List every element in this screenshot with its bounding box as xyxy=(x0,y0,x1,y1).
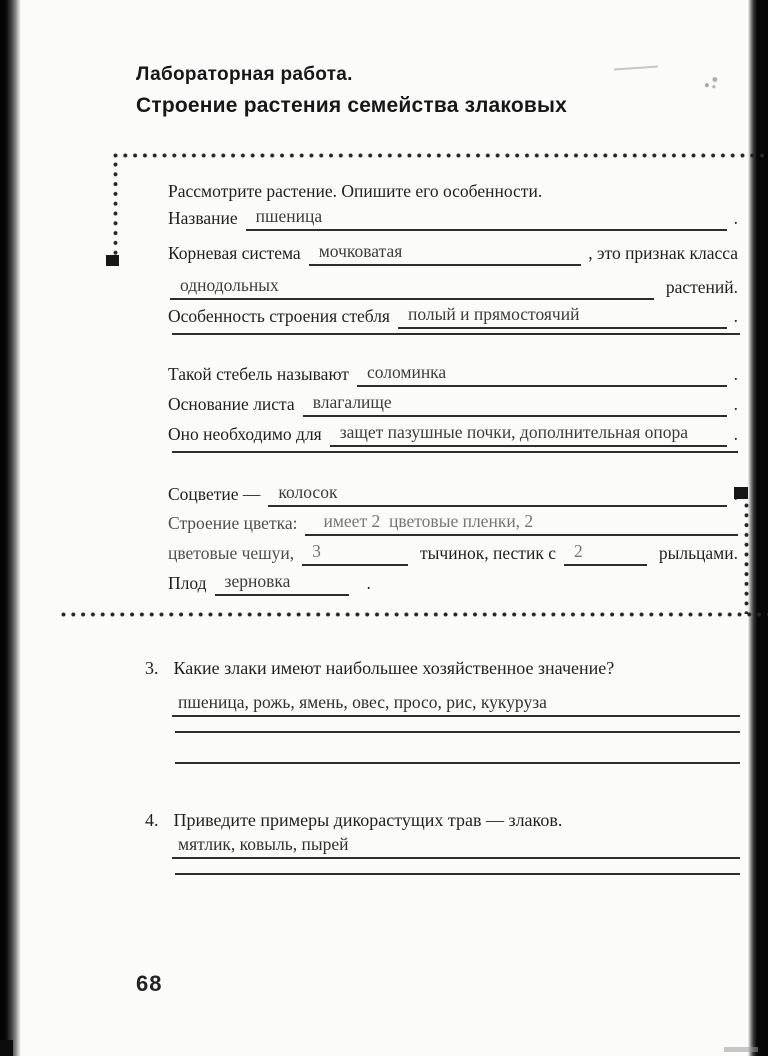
fill-line xyxy=(330,424,727,447)
field-row-stebel xyxy=(168,306,738,329)
handwritten-answer: пшеница xyxy=(255,206,323,226)
fill-line xyxy=(564,543,647,566)
empty-fill-line xyxy=(175,873,740,875)
field-tail: . xyxy=(733,306,738,326)
empty-fill-line xyxy=(175,762,740,764)
question-text: Какие злаки имеют наибольшее хозяйственное значение? xyxy=(173,658,615,678)
question-number: 3. xyxy=(145,658,159,678)
handwritten-answer: влагалище xyxy=(312,392,392,412)
field-row-naznachenie xyxy=(168,424,738,447)
handwritten-answer: имеет 2 цветовые пленки, 2 xyxy=(323,511,534,531)
lab-title-line1: Лабораторная работа. xyxy=(136,64,353,85)
field-row-klass xyxy=(168,277,738,300)
scan-artifact xyxy=(699,74,723,92)
field-label: Особенность строения стебля xyxy=(168,306,390,326)
dotted-border-left xyxy=(112,161,119,255)
empty-fill-line xyxy=(172,451,738,453)
empty-fill-line xyxy=(175,731,740,733)
handwritten-answer: мятлик, ковыль, пырей xyxy=(178,834,349,854)
dotted-border-top xyxy=(112,152,768,159)
dotted-border-bottom xyxy=(60,611,768,618)
field-label: Строение цветка: xyxy=(168,513,298,533)
worksheet-intro xyxy=(168,181,738,202)
field-tail: . xyxy=(733,424,738,444)
fill-line xyxy=(215,573,349,596)
handwritten-answer: мочковатая xyxy=(318,241,403,261)
field-row-plod xyxy=(168,573,738,596)
field-tail: . xyxy=(733,364,738,384)
field-label: Корневая система xyxy=(168,243,301,263)
handwritten-answer: однодольных xyxy=(180,275,279,295)
question-3 xyxy=(145,658,738,679)
fill-line xyxy=(170,277,654,300)
lab-title-line2: Строение растения семейства злаковых xyxy=(136,94,568,117)
question-4-answer-row xyxy=(172,836,740,859)
field-tail: , это признак класса xyxy=(588,243,738,263)
field-row-cvetok xyxy=(168,513,738,536)
field-row-socvetie xyxy=(168,484,738,507)
field-row-kornevaya xyxy=(168,243,738,266)
field-tail: . xyxy=(733,394,738,414)
handwritten-answer: 2 xyxy=(573,541,583,561)
field-label: Плод xyxy=(168,573,207,593)
handwritten-answer: полый и прямостоячий xyxy=(407,304,580,324)
scan-artifact xyxy=(614,65,658,70)
field-row-osnovanie xyxy=(168,394,738,417)
fill-line xyxy=(268,484,726,507)
handwritten-answer: зерновка xyxy=(224,571,291,591)
fill-line xyxy=(303,394,727,417)
fill-line xyxy=(302,543,408,566)
field-tail: . xyxy=(733,208,738,228)
fill-line xyxy=(357,364,727,387)
lab-title xyxy=(136,64,567,118)
empty-fill-line xyxy=(172,333,740,335)
field-tail: . xyxy=(366,573,371,593)
scan-corner-mark xyxy=(0,1040,13,1056)
question-3-answer-row xyxy=(172,694,740,717)
field-label: Основание листа xyxy=(168,394,295,414)
handwritten-answer: колосок xyxy=(278,482,338,502)
fill-line xyxy=(172,694,740,717)
intro-text: Рассмотрите растение. Опишите его особенности. xyxy=(168,181,543,201)
field-label: Соцветие — xyxy=(168,484,261,504)
field-label: Название xyxy=(168,208,238,228)
handwritten-answer: пшеница, рожь, ямень, овес, просо, рис, кукуруза xyxy=(178,692,547,712)
question-number: 4. xyxy=(145,810,159,830)
question-4 xyxy=(145,810,738,831)
field-tail: рыльцами. xyxy=(658,543,738,563)
handwritten-answer: защет пазушные почки, дополнительная опора xyxy=(339,422,688,442)
field-row-nazvanie xyxy=(168,208,738,231)
fill-line xyxy=(246,208,727,231)
handwritten-answer: соломинка xyxy=(366,362,447,382)
fill-line xyxy=(172,836,740,859)
scan-edge-left xyxy=(0,0,21,1056)
field-label: Оно необходимо для xyxy=(168,424,322,444)
field-row-cheshui xyxy=(168,543,738,566)
page-number: 68 xyxy=(136,971,163,996)
field-tail: . xyxy=(733,484,738,504)
field-tail: растений. xyxy=(665,277,738,297)
scan-smudge xyxy=(724,1047,758,1052)
fill-line xyxy=(398,306,727,329)
field-mid-text: тычинок, пестик с xyxy=(420,543,556,563)
handwritten-answer: 3 xyxy=(312,541,321,561)
question-text: Приведите примеры дикорастущих трав — злаков. xyxy=(173,810,563,830)
fill-line xyxy=(309,243,582,266)
dotted-border-right xyxy=(743,502,750,614)
frame-square-left xyxy=(106,255,119,266)
field-label: Такой стебель называют xyxy=(168,364,349,384)
fill-line xyxy=(305,513,738,536)
field-label: цветовые чешуи, xyxy=(168,543,295,563)
field-row-soloma xyxy=(168,364,738,387)
